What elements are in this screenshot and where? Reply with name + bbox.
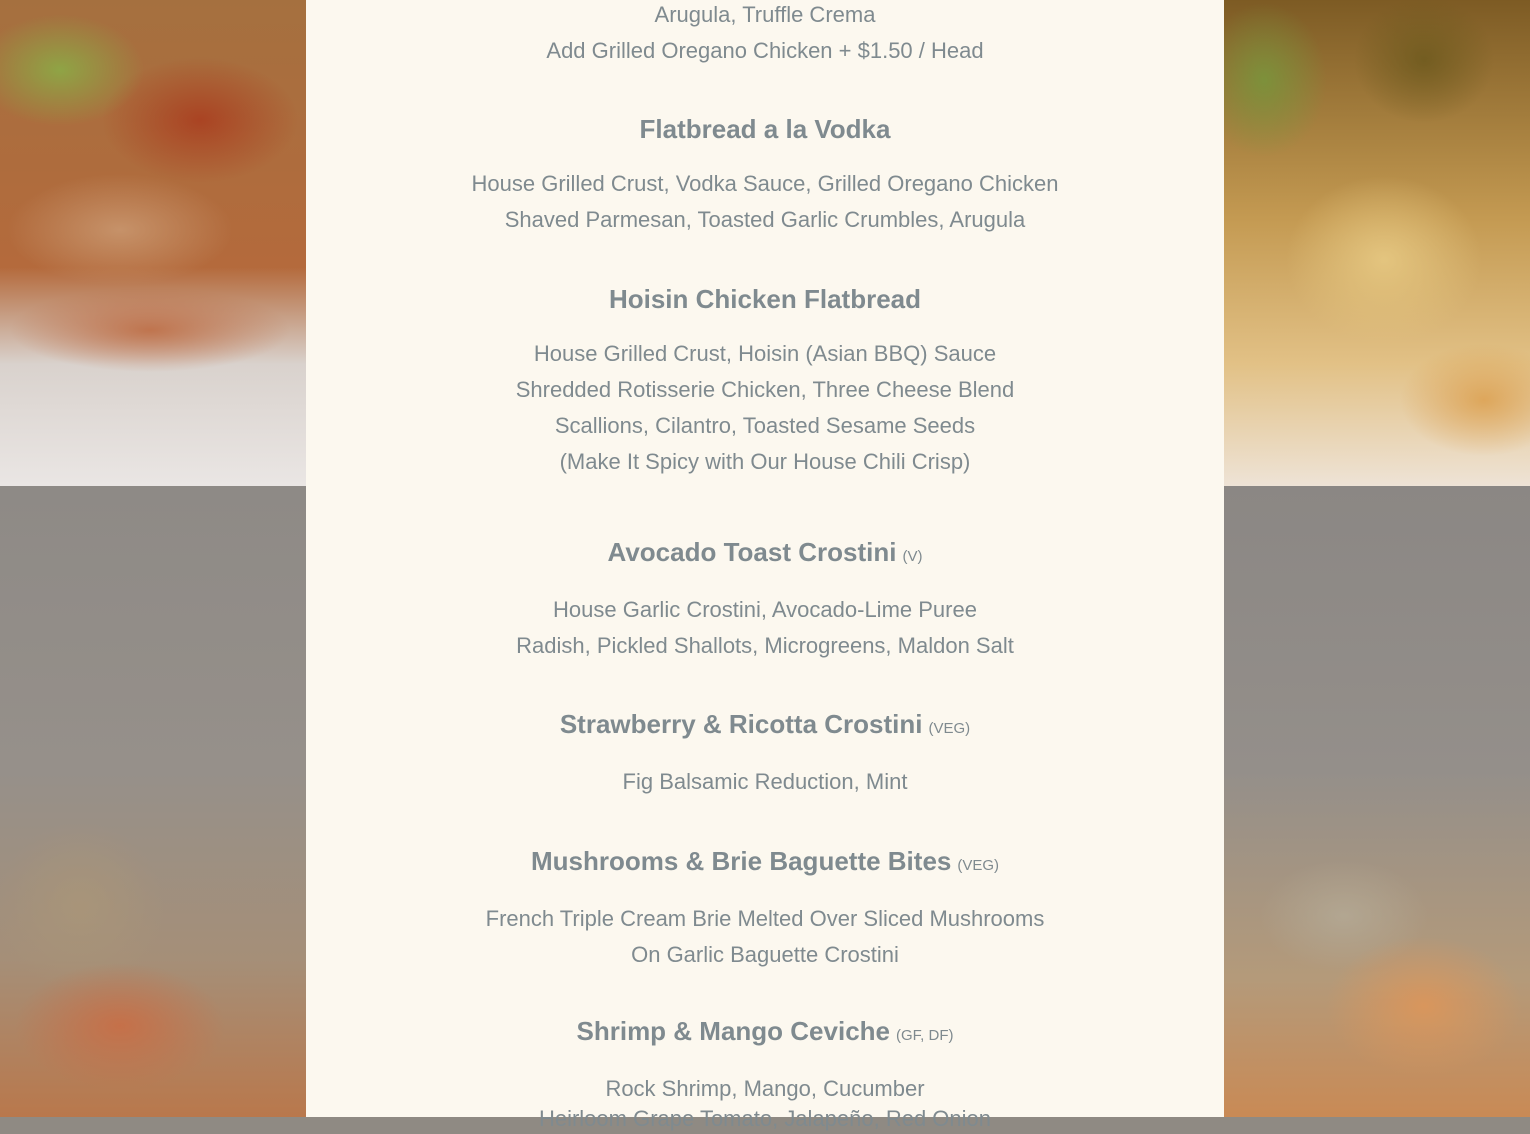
item-desc-line: Radish, Pickled Shallots, Microgreens, Maldon Salt — [516, 633, 1014, 658]
dietary-tag: (GF, DF) — [896, 1027, 954, 1044]
item-title — [306, 707, 1224, 746]
item-desc-line: House Grilled Crust, Vodka Sauce, Grilled Oregano Chicken — [471, 171, 1059, 196]
item-desc-line: Rock Shrimp, Mango, Cucumber — [605, 1076, 925, 1101]
item-name: Avocado Toast Crostini — [607, 537, 897, 567]
background-photo-right-top — [1224, 0, 1530, 486]
item-desc-line: House Garlic Crostini, Avocado-Lime Puree — [553, 597, 977, 622]
item-desc-line: Heirloom Grape Tomato, Jalapeño, Red Onion — [538, 1106, 992, 1131]
item-title — [306, 1014, 1224, 1053]
background-photo-right-bottom — [1224, 486, 1530, 1117]
item-name: Hoisin Chicken Flatbread — [608, 284, 922, 314]
item-title — [306, 112, 1224, 146]
item-name: Strawberry & Ricotta Crostini — [559, 709, 923, 739]
item-desc-line: French Triple Cream Brie Melted Over Sliced Mushrooms — [485, 906, 1045, 931]
item-desc-line: Scallions, Cilantro, Toasted Sesame Seeds — [554, 413, 976, 438]
background-photo-left-bottom — [0, 486, 306, 1117]
item-name: Flatbread a la Vodka — [639, 114, 891, 144]
item-desc-line: (Make It Spicy with Our House Chili Crisp) — [559, 449, 971, 474]
item-title — [306, 282, 1224, 316]
item-name: Mushrooms & Brie Baguette Bites — [530, 846, 952, 876]
item-desc-line: House Grilled Crust, Hoisin (Asian BBQ) Sauce — [533, 341, 997, 366]
dietary-tag: (VEG) — [928, 720, 971, 737]
dietary-tag: (V) — [902, 548, 923, 565]
background-photo-left-top — [0, 0, 306, 486]
item-desc-line: Shaved Parmesan, Toasted Garlic Crumbles, Arugula — [504, 207, 1026, 232]
intro-line-1: Arugula, Truffle Crema — [654, 2, 876, 27]
intro-line-2: Add Grilled Oregano Chicken + $1.50 / Head — [546, 38, 984, 63]
item-desc-line: Shredded Rotisserie Chicken, Three Cheese Blend — [515, 377, 1015, 402]
item-title — [306, 535, 1224, 574]
dietary-tag: (VEG) — [957, 857, 1000, 874]
menu-panel — [306, 0, 1224, 1131]
item-name: Shrimp & Mango Ceviche — [576, 1016, 890, 1046]
item-desc-line: On Garlic Baguette Crostini — [631, 942, 899, 967]
item-desc-line: Fig Balsamic Reduction, Mint — [622, 769, 908, 794]
item-title — [306, 844, 1224, 883]
